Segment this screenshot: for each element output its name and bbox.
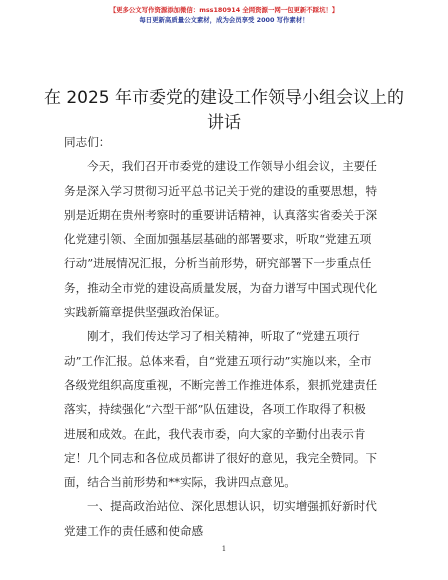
paragraph-2-line: 刚才，我们传达学习了相关精神，听取了“党建五项行: [87, 329, 360, 344]
paragraph-1-line: 今天，我们召开市委党的建设工作领导小组会议，主要任: [87, 159, 377, 174]
paragraph-2-line: 面，结合当前形势和**实际，我讲四点意见。: [64, 475, 296, 490]
title-line-2: 讲话: [207, 113, 241, 133]
paragraph-1: [64, 154, 384, 324]
promo-banner-line-1: 【更多公文写作资源添加微信：mss180914 全网资源一网一包更新不踩坑！】: [109, 6, 339, 14]
paragraph-1-line: 别是近期在贵州考察时的重要讲话精神，认真落实省委关于深: [64, 207, 378, 222]
document-body: [64, 130, 384, 543]
salutation: 同志们：: [64, 135, 111, 149]
paragraph-2-line: 落实，持续强化“六型干部”队伍建设，各项工作取得了积极: [64, 402, 366, 417]
paragraph-2-line: 定！几个同志和各位成员都讲了很好的意见，我完全赞同。下: [64, 450, 378, 465]
paragraph-2-line: 动”工作汇报。总体来看，自“党建五项行动”实施以来，全市: [64, 353, 372, 368]
paragraph-2-line: 各级党组织高度重视，不断完善工作推进体系，狠抓党建责任: [64, 377, 378, 392]
paragraph-1-line: 务，推动全市党的建设高质量发展，为奋力谱写中国式现代化: [64, 280, 378, 295]
section-heading-1-line: 党建工作的责任感和使命感: [64, 523, 204, 538]
section-heading-1: [64, 494, 384, 543]
paragraph-1-line: 务是深入学习贯彻习近平总书记关于党的建设的重要思想，特: [64, 183, 378, 198]
section-heading-1-line: 一、提高政治站位、深化思想认识，切实增强抓好新时代: [87, 499, 377, 514]
paragraph-1-line: 化党建引领、全面加强基层基础的部署要求，听取“党建五项: [64, 232, 372, 247]
paragraph-2: [64, 324, 384, 494]
title-line-1: 在 2025 年市委党的建设工作领导小组会议上的: [43, 88, 405, 108]
paragraph-1-line: 行动”进展情况汇报，分析当前形势，研究部署下一步重点任: [64, 256, 372, 271]
paragraph-1-line: 实践新篇章提供坚强政治保证。: [64, 305, 227, 320]
document-title: [40, 86, 408, 136]
page-number: 1: [221, 545, 227, 553]
promo-banner-line-2: 每日更新高质量公文素材，成为会员享受 2000 写作素材！: [139, 16, 309, 24]
paragraph-2-line: 进展和成效。在此，我代表市委，向大家的辛勤付出表示肯: [64, 426, 366, 441]
